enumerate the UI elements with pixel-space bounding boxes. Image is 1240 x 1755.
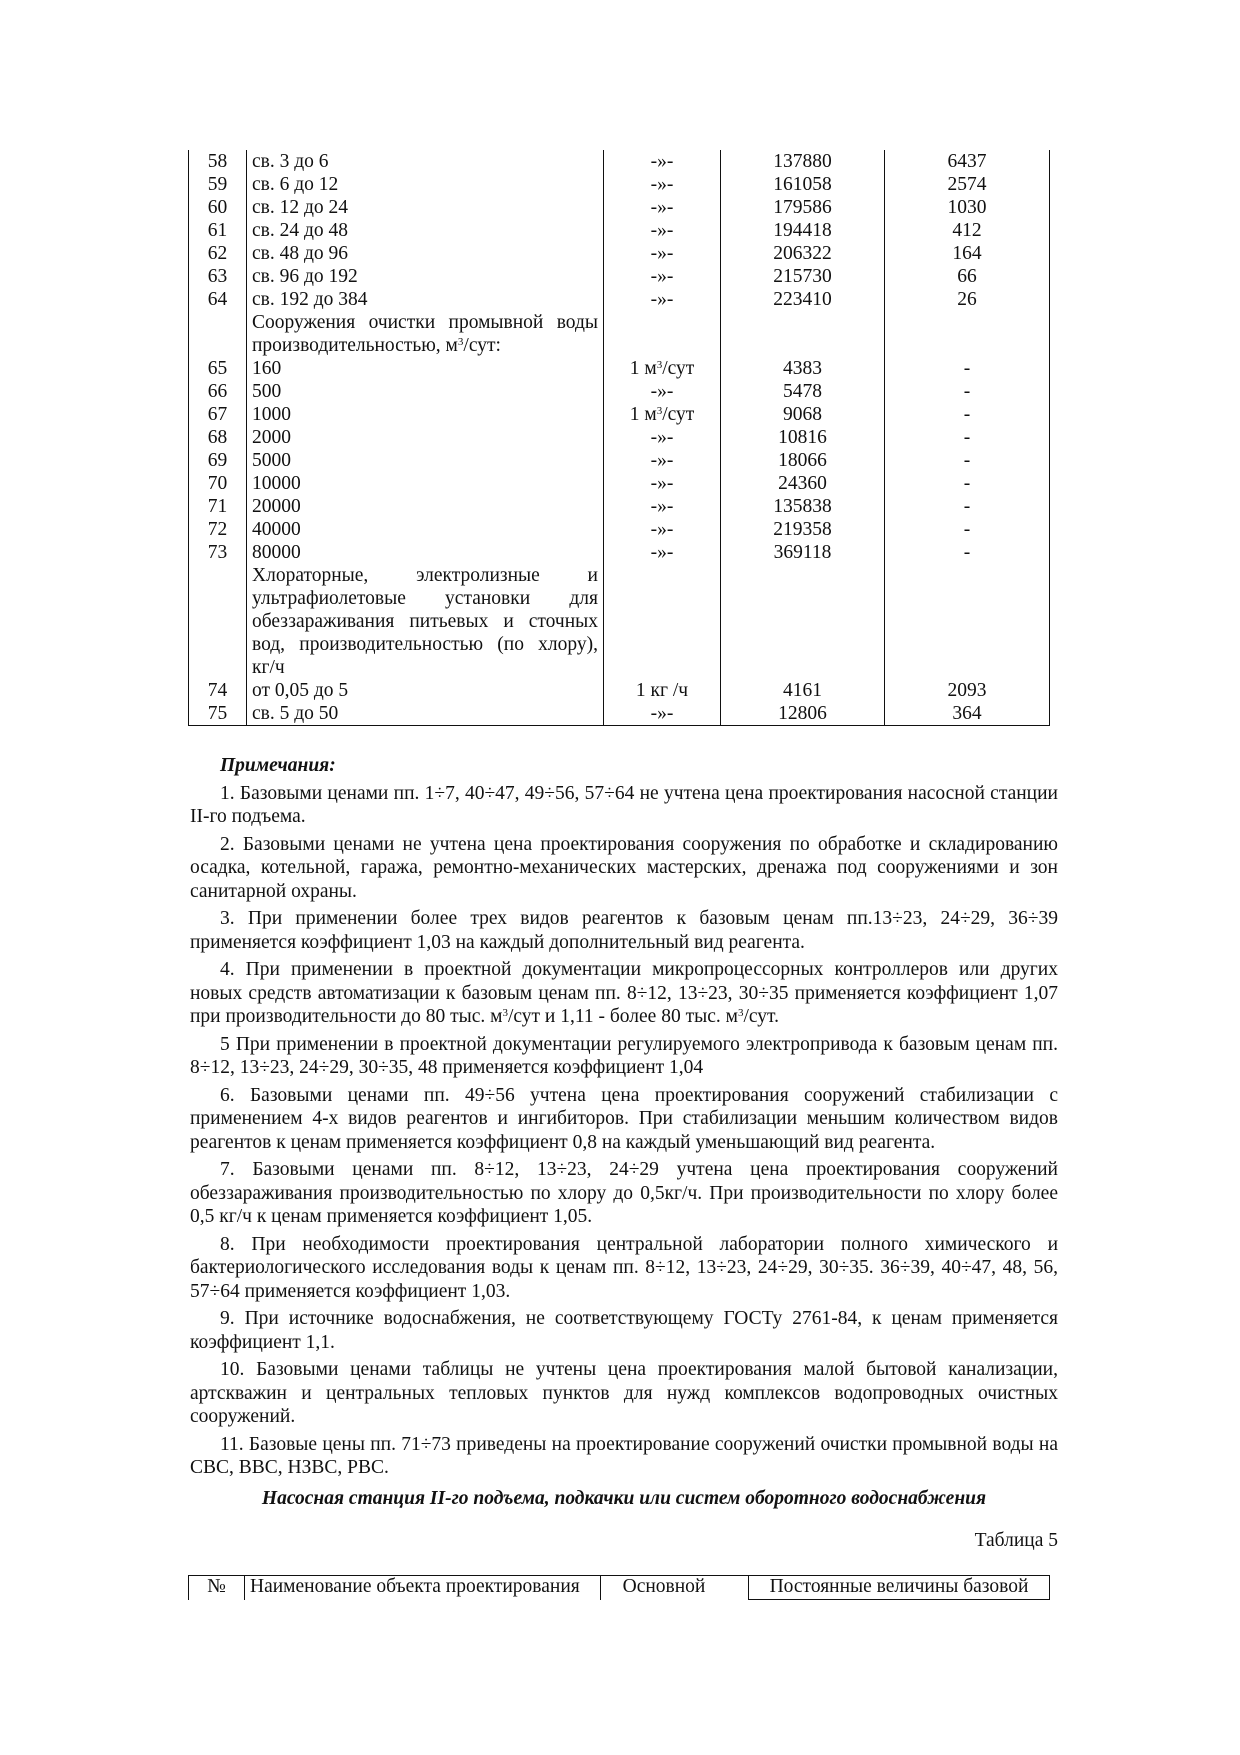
row-name: св. 12 до 24 <box>247 196 604 219</box>
row-number: 64 <box>189 288 247 311</box>
row-value-b: 2093 <box>885 679 1050 702</box>
notes-section <box>190 754 1058 1484</box>
header-constants: Постоянные величины базовой <box>748 1576 1050 1600</box>
row-value-b: 412 <box>885 219 1050 242</box>
table-row <box>189 265 1050 288</box>
row-unit: -»- <box>604 495 721 518</box>
table-label: Таблица 5 <box>974 1530 1058 1551</box>
row-value-a: 4383 <box>721 357 885 380</box>
row-value-a: 4161 <box>721 679 885 702</box>
row-name: 5000 <box>247 449 604 472</box>
group-heading-washwater-line2: производительностью, $м^3$/сут: <box>247 334 604 357</box>
header-unit: Основной <box>622 1576 706 1597</box>
table-row <box>189 242 1050 265</box>
row-value-b: 26 <box>885 288 1050 311</box>
row-name: св. 96 до 192 <box>247 265 604 288</box>
row-number: 70 <box>189 472 247 495</box>
row-name: св. 24 до 48 <box>247 219 604 242</box>
table-row <box>189 288 1050 311</box>
note-7: 7. Базовыми ценами пп. 8÷12, 13÷23, 24÷29 учтена цена проектирования сооружений обеззараживания производительностью по хлору до 0,5кг/ч. При производительности по хлору более 0,5 кг/ч к ценам применяется коэффициент 1,05. <box>190 1159 1058 1227</box>
table-row <box>189 403 1050 426</box>
row-value-a: 5478 <box>721 380 885 403</box>
row-number: 65 <box>189 357 247 380</box>
group-heading-chlorine-line: ультрафиолетовые установки для <box>247 587 604 610</box>
row-unit: -»- <box>604 150 721 173</box>
table-row <box>189 196 1050 219</box>
row-number: 67 <box>189 403 247 426</box>
table-row <box>189 426 1050 449</box>
table-row <box>189 150 1050 173</box>
row-value-b: 6437 <box>885 150 1050 173</box>
row-unit: -»- <box>604 265 721 288</box>
row-name: св. 192 до 384 <box>247 288 604 311</box>
table-row <box>189 380 1050 403</box>
row-value-b: - <box>885 518 1050 541</box>
row-unit: 1 $м^3$/сут <box>604 357 721 380</box>
table-row <box>189 357 1050 380</box>
row-number: 59 <box>189 173 247 196</box>
table-row <box>189 472 1050 495</box>
row-name: 500 <box>247 380 604 403</box>
group-heading-chlorine-line: кг/ч <box>247 656 604 679</box>
row-value-a: 137880 <box>721 150 885 173</box>
row-name: 80000 <box>247 541 604 564</box>
group-heading-washwater-line1: Сооружения очистки промывной воды <box>247 311 604 334</box>
row-value-b: 364 <box>885 702 1050 726</box>
row-name: 1000 <box>247 403 604 426</box>
table-row <box>189 702 1050 726</box>
note-2: 2. Базовыми ценами не учтена цена проектирования сооружения по обработке и складированию осадка, котельной, гаража, ремонтно-механических мастерских, дренажа под сооружениями и зон санитарной охраны. <box>190 833 1058 902</box>
row-value-b: 66 <box>885 265 1050 288</box>
row-value-a: 369118 <box>721 541 885 564</box>
price-table <box>188 150 1050 726</box>
next-table-header <box>188 1575 1050 1600</box>
row-number: 62 <box>189 242 247 265</box>
row-value-b: 2574 <box>885 173 1050 196</box>
row-number: 61 <box>189 219 247 242</box>
row-unit: -»- <box>604 219 721 242</box>
row-unit: -»- <box>604 173 721 196</box>
group-heading-row <box>189 311 1050 334</box>
table-row <box>189 219 1050 242</box>
group-heading-row <box>189 334 1050 357</box>
row-unit: 1 кг /ч <box>604 679 721 702</box>
row-value-a: 24360 <box>721 472 885 495</box>
notes-title: Примечания: <box>220 755 336 776</box>
row-name: от 0,05 до 5 <box>247 679 604 702</box>
note-9: 9. При источнике водоснабжения, не соответствующему ГОСТу 2761-84, к ценам применяется коэффициент 1,1. <box>190 1308 1058 1353</box>
row-name: 2000 <box>247 426 604 449</box>
header-name: Наименование объекта проектирования <box>245 1576 601 1600</box>
row-value-a: 9068 <box>721 403 885 426</box>
row-value-a: 135838 <box>721 495 885 518</box>
row-unit: -»- <box>604 242 721 265</box>
note-8: 8. При необходимости проектирования центральной лаборатории полного химического и бактериологического исследования воды к ценам пп. 8÷12, 13÷23, 24÷29, 30÷35. 36÷39, 40÷47, 48, 56, 57÷64 применяется коэффициент 1,03. <box>190 1233 1058 1302</box>
group-heading-row <box>189 564 1050 587</box>
row-value-b: - <box>885 380 1050 403</box>
group-heading-chlorine-line: Хлораторные, электролизные и <box>247 564 604 587</box>
row-number: 68 <box>189 426 247 449</box>
row-number: 72 <box>189 518 247 541</box>
row-name: 20000 <box>247 495 604 518</box>
row-value-b: - <box>885 495 1050 518</box>
row-number: 58 <box>189 150 247 173</box>
table-row <box>189 679 1050 702</box>
table-row <box>189 518 1050 541</box>
row-value-a: 219358 <box>721 518 885 541</box>
row-unit: -»- <box>604 196 721 219</box>
table-row <box>189 541 1050 564</box>
row-value-b: - <box>885 472 1050 495</box>
row-unit: 1 $м^3$/сут <box>604 403 721 426</box>
row-value-a: 10816 <box>721 426 885 449</box>
row-value-b: - <box>885 449 1050 472</box>
row-value-a: 206322 <box>721 242 885 265</box>
row-number: 75 <box>189 702 247 726</box>
row-value-b: 164 <box>885 242 1050 265</box>
row-unit: -»- <box>604 518 721 541</box>
row-value-a: 179586 <box>721 196 885 219</box>
row-unit: -»- <box>604 541 721 564</box>
row-unit: -»- <box>604 288 721 311</box>
row-value-b: - <box>885 426 1050 449</box>
table-row <box>189 495 1050 518</box>
row-unit: -»- <box>604 702 721 726</box>
row-value-a: 12806 <box>721 702 885 726</box>
row-number: 69 <box>189 449 247 472</box>
row-name: 10000 <box>247 472 604 495</box>
row-value-a: 161058 <box>721 173 885 196</box>
header-number: № <box>188 1576 245 1600</box>
row-number: 60 <box>189 196 247 219</box>
group-heading-row <box>189 587 1050 610</box>
group-heading-row <box>189 656 1050 679</box>
note-3: 3. При применении более трех видов реагентов к базовым ценам пп.13÷23, 24÷29, 36÷39 применяется коэффициент 1,03 на каждый дополнительный вид реагента. <box>190 908 1058 953</box>
note-10: 10. Базовыми ценами таблицы не учтены цена проектирования малой бытовой канализации, артскважин и центральных тепловых пунктов для нужд комплексов водопроводных очистных сооружений. <box>190 1359 1058 1427</box>
row-unit: -»- <box>604 449 721 472</box>
row-name: 160 <box>247 357 604 380</box>
row-value-a: 223410 <box>721 288 885 311</box>
table-row <box>189 173 1050 196</box>
row-value-b: - <box>885 357 1050 380</box>
note-11: 11. Базовые цены пп. 71÷73 приведены на проектирование сооружений очистки промывной воды на СВС, ВВС, НЗВС, РВС. <box>190 1433 1058 1478</box>
note-5: 5 При применении в проектной документации регулируемого электропривода к базовым ценам пп. 8÷12, 13÷23, 24÷29, 30÷35, 48 применяется коэффициент 1,04 <box>190 1033 1058 1078</box>
row-number: 74 <box>189 679 247 702</box>
row-number: 71 <box>189 495 247 518</box>
row-value-a: 194418 <box>721 219 885 242</box>
row-name: св. 3 до 6 <box>247 150 604 173</box>
group-heading-chlorine-line: вод, производительностью (по хлору), <box>247 633 604 656</box>
row-name: св. 48 до 96 <box>247 242 604 265</box>
row-unit: -»- <box>604 426 721 449</box>
section-title: Насосная станция II-го подъема, подкачки или систем оборотного водоснабжения <box>261 1488 987 1509</box>
note-6: 6. Базовыми ценами пп. 49÷56 учтена цена проектирования сооружений стабилизации с применением 4-х видов реагентов и ингибиторов. При стабилизации меньшим количеством видов реагентов к ценам применяется коэффициент 0,8 на каждый уменьшающий вид реагента. <box>190 1084 1058 1153</box>
row-value-b: 1030 <box>885 196 1050 219</box>
group-heading-chlorine-line: обеззараживания питьевых и сточных <box>247 610 604 633</box>
group-heading-row <box>189 633 1050 656</box>
row-name: св. 6 до 12 <box>247 173 604 196</box>
row-value-a: 18066 <box>721 449 885 472</box>
row-unit: -»- <box>604 472 721 495</box>
row-unit: -»- <box>604 380 721 403</box>
row-number: 63 <box>189 265 247 288</box>
table-row <box>189 449 1050 472</box>
row-number: 73 <box>189 541 247 564</box>
row-value-b: - <box>885 403 1050 426</box>
note-4: 4. При применении в проектной документации микропроцессорных контроллеров или других новых средств автоматизации к базовым ценам пп. 8÷12, 13÷23, 30÷35 применяется коэффициент 1,07 при производительности до 80 тыс. $м^3$/сут и 1,11 - более 80 тыс. $м^3$/сут. <box>190 959 1058 1027</box>
row-name: 40000 <box>247 518 604 541</box>
row-name: св. 5 до 50 <box>247 702 604 726</box>
row-value-b: - <box>885 541 1050 564</box>
row-value-a: 215730 <box>721 265 885 288</box>
group-heading-row <box>189 610 1050 633</box>
row-number: 66 <box>189 380 247 403</box>
note-1: 1. Базовыми ценами пп. 1÷7, 40÷47, 49÷56, 57÷64 не учтена цена проектирования насосной станции II-го подъема. <box>190 782 1058 827</box>
